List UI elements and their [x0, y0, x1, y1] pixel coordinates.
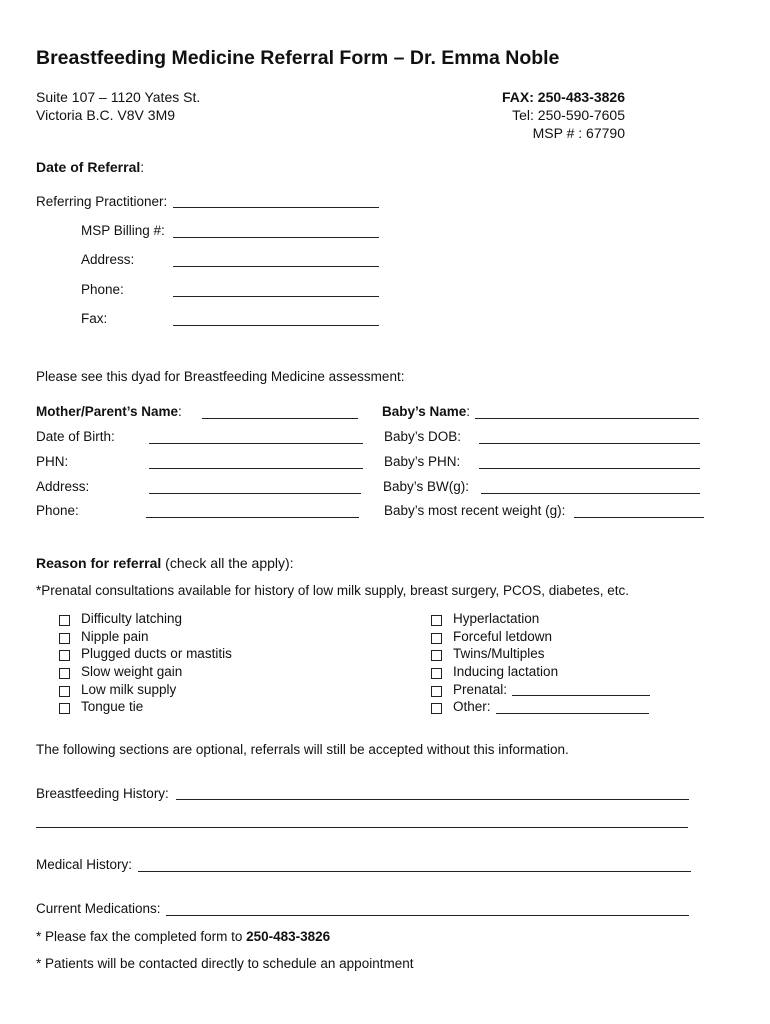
- checkbox-plugged-ducts[interactable]: [59, 650, 70, 661]
- checkbox-tongue-tie[interactable]: [59, 703, 70, 714]
- checkbox-difficulty-latching[interactable]: [59, 615, 70, 626]
- option-prenatal: Prenatal:: [453, 682, 508, 697]
- dyad-intro: Please see this dyad for Breastfeeding Medicine assessment:: [36, 369, 405, 384]
- practitioner-address-field[interactable]: [173, 266, 379, 267]
- checkbox-other[interactable]: [431, 703, 442, 714]
- date-of-referral-text: Date of Referral: [36, 159, 141, 175]
- medical-history-label: Medical History:: [36, 857, 133, 872]
- mother-name-field[interactable]: [202, 418, 358, 419]
- baby-bw-field[interactable]: [481, 493, 700, 494]
- baby-name-text: Baby’s Name: [382, 404, 467, 419]
- fax-instruction-text: * Please fax the completed form to: [36, 929, 247, 944]
- option-low-milk-supply: Low milk supply: [81, 682, 177, 697]
- option-nipple-pain: Nipple pain: [81, 629, 149, 644]
- checkbox-slow-weight-gain[interactable]: [59, 668, 70, 679]
- mother-dob-field[interactable]: [149, 443, 363, 444]
- mother-name-text: Mother/Parent’s Name: [36, 404, 179, 419]
- option-inducing-lactation: Inducing lactation: [453, 664, 559, 679]
- reason-heading-text: Reason for referral: [36, 555, 162, 571]
- bf-history-field-line2[interactable]: [36, 827, 688, 828]
- mother-address-label: Address:: [36, 479, 90, 494]
- practitioner-fax-field[interactable]: [173, 325, 379, 326]
- msp-billing-field[interactable]: [173, 237, 379, 238]
- contact-note: * Patients will be contacted directly to schedule an appointment: [36, 956, 414, 971]
- prenatal-field[interactable]: [512, 695, 650, 696]
- baby-dob-field[interactable]: [479, 443, 700, 444]
- checkbox-inducing-lactation[interactable]: [431, 668, 442, 679]
- baby-recent-weight-field[interactable]: [574, 517, 704, 518]
- baby-phn-field[interactable]: [479, 468, 700, 469]
- mother-phone-field[interactable]: [146, 517, 359, 518]
- medical-history-field[interactable]: [138, 871, 691, 872]
- mother-address-field[interactable]: [149, 493, 361, 494]
- practitioner-phone-label: Phone:: [81, 282, 124, 297]
- clinic-address-line2: Victoria B.C. V8V 3M9: [36, 107, 176, 123]
- mother-dob-label: Date of Birth:: [36, 429, 115, 444]
- checkbox-prenatal[interactable]: [431, 686, 442, 697]
- date-of-referral-label: [36, 159, 144, 175]
- reason-heading-note: (check all the apply):: [161, 555, 294, 571]
- referring-practitioner-field[interactable]: [173, 207, 379, 208]
- clinic-address-line1: Suite 107 – 1120 Yates St.: [36, 89, 201, 105]
- practitioner-address-label: Address:: [81, 252, 135, 267]
- fax-instruction-number: 250-483-3826: [246, 929, 331, 944]
- option-forceful-letdown: Forceful letdown: [453, 629, 553, 644]
- form-title: Breastfeeding Medicine Referral Form – Dr. Emma Noble: [36, 47, 560, 69]
- baby-name-colon: :: [466, 404, 471, 419]
- practitioner-phone-field[interactable]: [173, 296, 379, 297]
- mother-phn-label: PHN:: [36, 454, 69, 469]
- baby-name-field[interactable]: [475, 418, 699, 419]
- other-field[interactable]: [496, 713, 649, 714]
- clinic-msp: MSP # : 67790: [532, 125, 625, 141]
- mother-phn-field[interactable]: [149, 468, 363, 469]
- baby-phn-label: Baby’s PHN:: [384, 454, 461, 469]
- mother-phone-label: Phone:: [36, 503, 79, 518]
- checkbox-nipple-pain[interactable]: [59, 633, 70, 644]
- baby-recent-weight-label: Baby’s most recent weight (g):: [384, 503, 566, 518]
- option-twins-multiples: Twins/Multiples: [453, 646, 545, 661]
- reason-heading: [36, 555, 294, 571]
- date-of-referral-colon: :: [140, 159, 145, 175]
- practitioner-fax-label: Fax:: [81, 311, 108, 326]
- clinic-fax: FAX: 250-483-3826: [502, 89, 625, 105]
- fax-instruction: [36, 929, 330, 944]
- checkbox-forceful-letdown[interactable]: [431, 633, 442, 644]
- mother-name-label: [36, 404, 182, 419]
- option-plugged-ducts: Plugged ducts or mastitis: [81, 646, 232, 661]
- option-other: Other:: [453, 699, 491, 714]
- current-medications-label: Current Medications:: [36, 901, 161, 916]
- clinic-tel: Tel: 250-590-7605: [512, 107, 625, 123]
- prenatal-note: *Prenatal consultations available for history of low milk supply, breast surgery, PCOS, diabetes, etc.: [36, 583, 630, 598]
- baby-bw-label: Baby’s BW(g):: [383, 479, 470, 494]
- optional-note: The following sections are optional, referrals will still be accepted without this information.: [36, 742, 569, 757]
- checkbox-low-milk-supply[interactable]: [59, 686, 70, 697]
- option-hyperlactation: Hyperlactation: [453, 611, 540, 626]
- baby-name-label: [382, 404, 470, 419]
- mother-name-colon: :: [178, 404, 182, 419]
- msp-billing-label: MSP Billing #:: [81, 223, 165, 238]
- option-slow-weight-gain: Slow weight gain: [81, 664, 183, 679]
- checkbox-hyperlactation[interactable]: [431, 615, 442, 626]
- referring-practitioner-label: Referring Practitioner:: [36, 194, 168, 209]
- checkbox-twins-multiples[interactable]: [431, 650, 442, 661]
- current-medications-field[interactable]: [166, 915, 689, 916]
- option-tongue-tie: Tongue tie: [81, 699, 144, 714]
- option-difficulty-latching: Difficulty latching: [81, 611, 183, 626]
- bf-history-label: Breastfeeding History:: [36, 786, 169, 801]
- baby-dob-label: Baby’s DOB:: [384, 429, 462, 444]
- bf-history-field[interactable]: [176, 799, 689, 800]
